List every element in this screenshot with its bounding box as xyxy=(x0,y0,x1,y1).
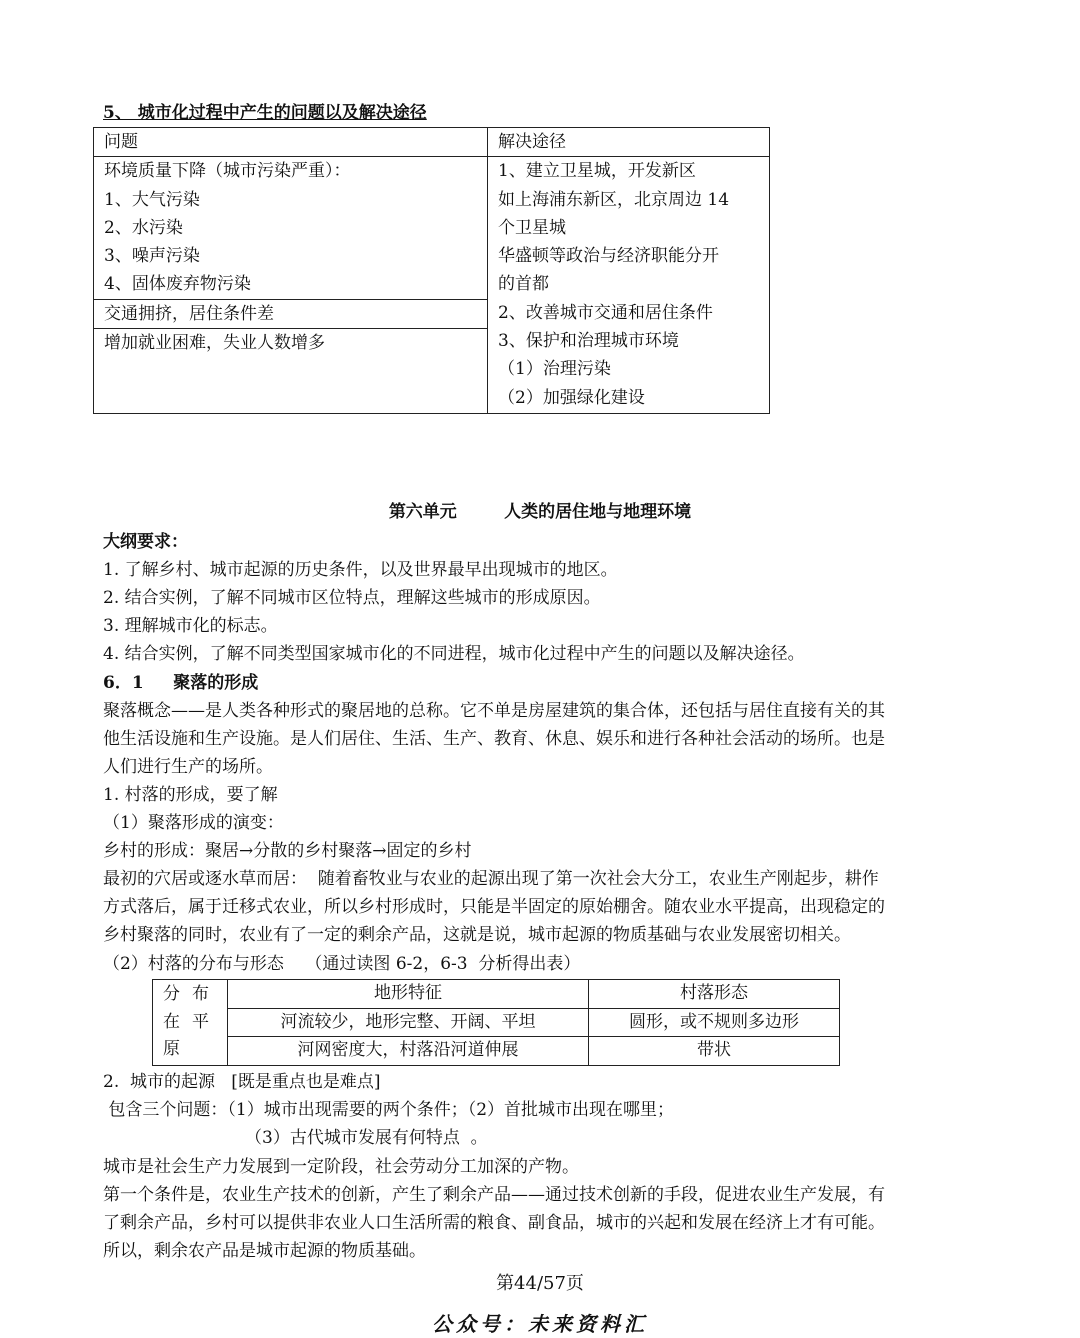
row-head-plain: 分布在平原 xyxy=(153,980,228,1066)
distribution-heading: （2）村落的分布与形态 （通过读图 6-2，6-3 分析得出表） xyxy=(103,954,581,974)
table-row xyxy=(153,1037,840,1066)
condition-line: 所以，剩余农产品是城市起源的物质基础。 xyxy=(103,1241,426,1261)
history-line: 最初的穴居或逐水草而居： 随着畜牧业与农业的起源出现了第一次社会大分工，农业生产刚起步，耕作 xyxy=(103,869,879,889)
concept-line: 聚落概念——是人类各种形式的聚居地的总称。它不单是房屋建筑的集合体，还包括与居住直接有关的其 xyxy=(103,701,885,721)
solution-line: 如上海浦东新区，北京周边 14 xyxy=(498,189,730,210)
problem-environment-cell xyxy=(94,157,488,299)
city-origin-heading: 2. 城市的起源 [既是重点也是难点] xyxy=(103,1072,381,1092)
problem-employment-cell: 增加就业困难，失业人数增多 xyxy=(94,329,488,414)
footer-brand: 公众号：未来资料汇 xyxy=(432,1312,648,1336)
condition-line: 第一个条件是，农业生产技术的创新，产生了剩余产品——通过技术创新的手段，促进农业生产发展，有 xyxy=(103,1185,885,1205)
problem-line: 环境质量下降（城市污染严重）： xyxy=(104,161,351,182)
solution-line: 个卫星城 xyxy=(498,217,566,238)
problem-line: 2、水污染 xyxy=(104,217,183,238)
evolution-chain: 乡村的形成：聚居→分散的乡村聚落→固定的乡村 xyxy=(103,841,472,861)
concept-line: 人们进行生产的场所。 xyxy=(103,757,273,777)
header-solution: 解决途径 xyxy=(488,128,770,157)
village-heading: 1. 村落的形成，要了解 xyxy=(103,785,278,805)
outline-item: 1. 了解乡村、城市起源的历史条件，以及世界最早出现城市的地区。 xyxy=(103,560,618,580)
history-line: 方式落后，属于迁移式农业，所以乡村形成时，只能是半固定的原始棚舍。随农业水平提高，出现稳定的 xyxy=(103,897,885,917)
problem-line: 4、固体废弃物污染 xyxy=(104,274,251,295)
questions-line: 包含三个问题：（1）城市出现需要的两个条件；（2）首批城市出现在哪里； xyxy=(103,1100,675,1120)
col-header-terrain: 地形特征 xyxy=(228,980,589,1009)
table-cell: 圆形，或不规则多边形 xyxy=(589,1008,840,1037)
outline-heading: 大纲要求： xyxy=(103,532,188,552)
table-cell: 河流较少，地形完整、开阔、平坦 xyxy=(228,1008,589,1037)
col-header-form: 村落形态 xyxy=(589,980,840,1009)
unit-title: 第六单元 人类的居住地与地理环境 xyxy=(388,502,692,522)
table-cell: 河网密度大，村落沿河道伸展 xyxy=(228,1037,589,1066)
section61-heading: 6．1 聚落的形成 xyxy=(103,673,259,693)
urbanization-problems-table xyxy=(93,127,770,414)
solution-line: 1、建立卫星城，开发新区 xyxy=(498,161,696,182)
table-header-row xyxy=(94,128,770,157)
solution-line: （1）治理污染 xyxy=(498,359,611,380)
table-row xyxy=(94,157,770,299)
questions-line: （3）古代城市发展有何特点 。 xyxy=(245,1128,488,1148)
solution-line: 的首都 xyxy=(498,274,549,295)
city-definition: 城市是社会生产力发展到一定阶段，社会劳动分工加深的产物。 xyxy=(103,1157,579,1177)
solution-line: 2、改善城市交通和居住条件 xyxy=(498,302,713,323)
problem-line: 3、噪声污染 xyxy=(104,246,200,267)
village-distribution-table xyxy=(152,979,840,1066)
solution-line: （2）加强绿化建设 xyxy=(498,387,645,408)
concept-line: 他生活设施和生产设施。是人们居住、生活、生产、教育、休息、娱乐和进行各种社会活动的场所。也是 xyxy=(103,729,885,749)
solutions-cell xyxy=(488,157,770,414)
solution-line: 3、保护和治理城市环境 xyxy=(498,331,679,352)
problem-traffic-cell: 交通拥挤，居住条件差 xyxy=(94,299,488,328)
problem-line: 1、大气污染 xyxy=(104,189,200,210)
header-problem: 问题 xyxy=(94,128,488,157)
condition-line: 了剩余产品，乡村可以提供非农业人口生活所需的粮食、副食品，城市的兴起和发展在经济上才有可能。 xyxy=(103,1213,885,1233)
solution-line: 华盛顿等政治与经济职能分开 xyxy=(498,246,719,267)
outline-item: 3. 理解城市化的标志。 xyxy=(103,616,278,636)
outline-item: 4. 结合实例，了解不同类型国家城市化的不同进程，城市化过程中产生的问题以及解决途径。 xyxy=(103,644,805,664)
history-line: 乡村聚落的同时，农业有了一定的剩余产品，这就是说，城市起源的物质基础与农业发展密切相关。 xyxy=(103,925,851,945)
section5-heading: 5、 城市化过程中产生的问题以及解决途径 xyxy=(103,103,427,123)
table-row xyxy=(153,980,840,1009)
table-cell: 带状 xyxy=(589,1037,840,1066)
outline-item: 2. 结合实例，了解不同城市区位特点，理解这些城市的形成原因。 xyxy=(103,588,601,608)
evolution-heading: （1）聚落形成的演变： xyxy=(103,813,284,833)
page-number: 第44/57页 xyxy=(496,1273,584,1294)
table-row xyxy=(153,1008,840,1037)
